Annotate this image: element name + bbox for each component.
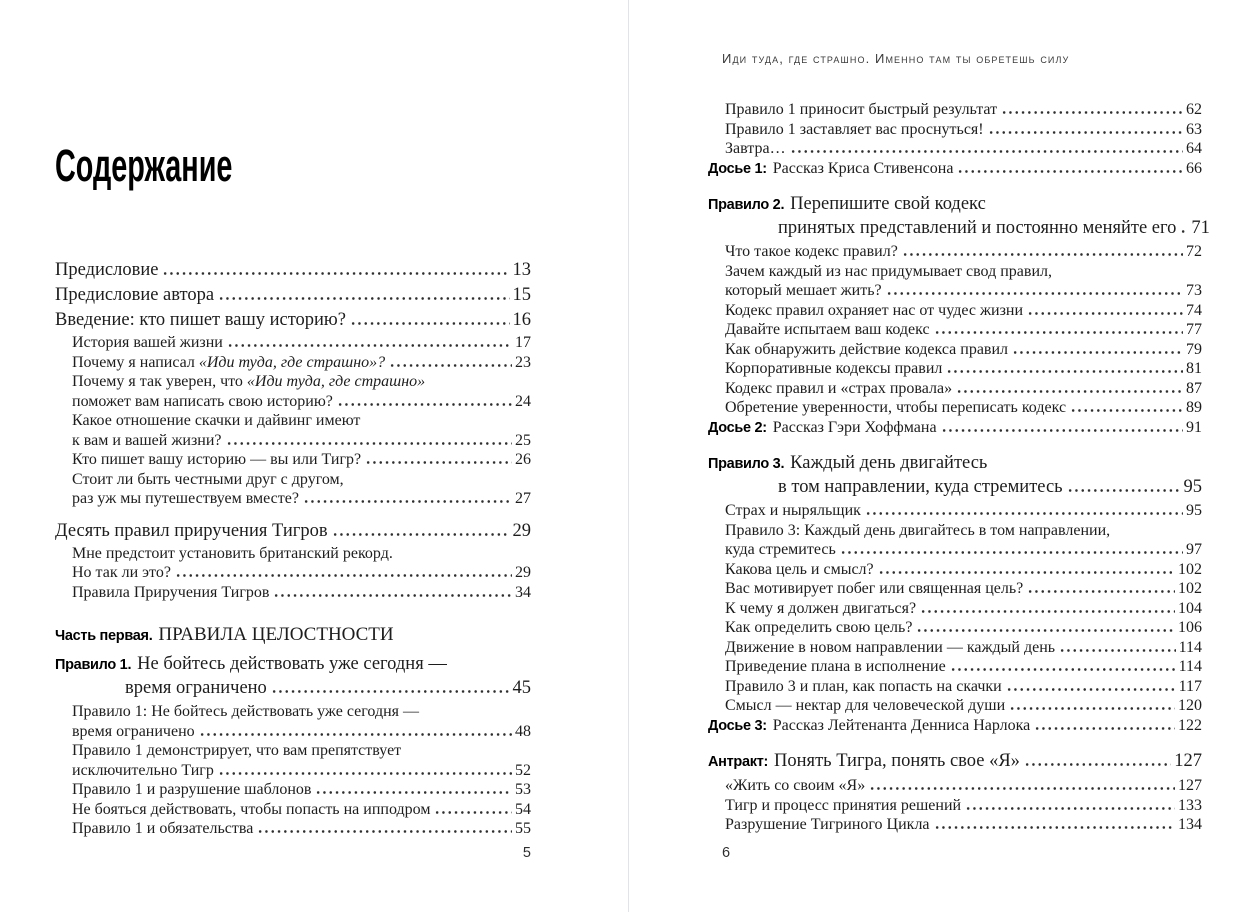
- dot-leader: [337, 403, 512, 406]
- toc-entry: [725, 677, 1202, 697]
- toc-entry-line: [708, 750, 1202, 774]
- toc-entry: [72, 780, 531, 800]
- toc-entry-line: [725, 776, 1202, 796]
- entry-text: Зачем каждый из нас придумывает свод правил,: [725, 262, 1052, 280]
- entry-text: Правила Приручения Тигров: [72, 583, 270, 601]
- page-ref: 16: [512, 310, 531, 330]
- page-ref: 24: [515, 392, 531, 410]
- entry-text: Предисловие автора: [55, 285, 215, 305]
- entry-text: Правило 1 и обязательства: [72, 820, 254, 837]
- dot-leader: [886, 292, 1183, 295]
- dot-leader: [840, 551, 1183, 554]
- toc-entry-line: [725, 521, 1202, 541]
- toc-entry-line: [725, 262, 1202, 282]
- page-ref: 34: [515, 583, 531, 601]
- entry-text: Правило 3: Каждый день двигайтесь в том направлении,: [725, 521, 1111, 539]
- toc-entry-line: [725, 139, 1202, 159]
- dot-leader: [271, 690, 510, 693]
- dot-leader: [934, 826, 1175, 829]
- page-ref: 62: [1186, 101, 1202, 118]
- page-ref: 77: [1186, 321, 1202, 338]
- toc-entry-line: [708, 418, 1202, 439]
- entry-label: Правило 1.: [55, 657, 132, 673]
- dot-leader: [1012, 351, 1183, 354]
- toc-entry-line: [72, 800, 531, 820]
- entry-label: Антракт:: [708, 754, 769, 770]
- toc-entry: [72, 372, 531, 411]
- toc-entry-line: [708, 159, 1202, 180]
- entry-text: Но так ли это?: [72, 564, 171, 581]
- page-ref: 55: [515, 820, 531, 837]
- toc-entry-line: [72, 470, 531, 490]
- page-ref: 25: [515, 431, 531, 449]
- toc-entry: [725, 521, 1202, 560]
- dot-leader: [965, 807, 1175, 810]
- page-ref: 120: [1178, 697, 1202, 714]
- entry-text: Как обнаружить действие кодекса правил: [725, 340, 1009, 358]
- toc-entry: [72, 544, 531, 583]
- entry-text: Смысл — нектар для человеческой души: [725, 697, 1006, 714]
- page-ref: 89: [1186, 399, 1202, 416]
- entry-text: в том направлении, куда стремитесь: [778, 477, 1063, 497]
- toc-entry-line: [55, 622, 531, 649]
- toc-entry-line: [55, 653, 531, 677]
- toc-entry: [725, 599, 1202, 619]
- toc-entry-line: [725, 120, 1202, 140]
- toc-entry: [725, 796, 1202, 816]
- toc-entry-line: [72, 780, 531, 800]
- toc-entry-line: [725, 501, 1202, 521]
- dot-leader: [1067, 489, 1181, 492]
- toc-list-right: [708, 100, 1210, 835]
- toc-entry-line: [725, 599, 1202, 619]
- toc-entry: [55, 653, 531, 700]
- entry-text: Понять Тигра, понять свое «Я»: [774, 751, 1020, 771]
- entry-text: Приведение плана в исполнение: [725, 658, 946, 675]
- toc-entry: [55, 622, 531, 649]
- dot-leader: [1070, 409, 1183, 412]
- dot-leader: [350, 322, 510, 325]
- toc-entry: [725, 398, 1202, 418]
- toc-entry-line: [725, 618, 1202, 638]
- dot-leader: [865, 512, 1183, 515]
- page-ref: 134: [1178, 816, 1202, 833]
- toc-entry-line: [708, 452, 1202, 476]
- toc-entry-line: [725, 242, 1202, 262]
- page-ref: 106: [1178, 619, 1202, 636]
- toc-entry: [725, 657, 1202, 677]
- dot-leader: [916, 629, 1175, 632]
- toc-entry: [708, 159, 1202, 180]
- page-ref: 74: [1186, 301, 1202, 319]
- entry-text: Не бойтесь действовать уже сегодня —: [137, 654, 447, 674]
- page-ref: 133: [1178, 796, 1202, 814]
- dot-leader: [1024, 763, 1171, 766]
- entry-text: Какова цель и смысл?: [725, 560, 874, 578]
- entry-text: Правило 1: Не бойтесь действовать уже сегодня —: [72, 703, 420, 720]
- dot-leader: [434, 811, 512, 814]
- page-ref: 63: [1186, 120, 1202, 138]
- page-ref: 97: [1186, 541, 1202, 558]
- dot-leader: [1180, 230, 1188, 233]
- toc-entry: [725, 340, 1202, 360]
- toc-entry: [55, 519, 531, 544]
- toc-entry-line: [708, 193, 1202, 217]
- entry-text: Правило 3 и план, как попасть на скачки: [725, 677, 1002, 695]
- page-number-right: 6: [722, 845, 731, 861]
- dot-leader: [946, 370, 1183, 373]
- page-ref: 45: [512, 678, 531, 698]
- toc-entry-line: [708, 217, 1210, 240]
- entry-text: Мне предстоит установить британский рекорд.: [72, 544, 393, 562]
- toc-entry-line: [708, 716, 1202, 737]
- entry-text: Что такое кодекс правил?: [725, 243, 898, 260]
- dot-leader: [988, 131, 1183, 134]
- page-ref: 71: [1191, 218, 1210, 238]
- toc-entry: [725, 579, 1202, 599]
- page-ref: 87: [1186, 379, 1202, 397]
- page-ref: 104: [1178, 599, 1202, 617]
- toc-entry-line: [708, 476, 1202, 499]
- dot-leader: [920, 610, 1175, 613]
- page-ref: 26: [515, 451, 531, 468]
- dot-leader: [315, 791, 512, 794]
- dot-leader: [227, 344, 512, 347]
- toc-entry: [725, 776, 1202, 796]
- entry-text: Кодекс правил охраняет нас от чудес жизни: [725, 301, 1024, 319]
- page-ref: 29: [512, 520, 531, 541]
- page-ref: 127: [1174, 751, 1202, 771]
- dot-leader: [226, 442, 513, 445]
- toc-entry-line: [725, 696, 1202, 716]
- entry-text: Почему я написал: [72, 353, 199, 371]
- entry-text: который мешает жить?: [725, 282, 882, 299]
- page-ref: 23: [515, 353, 531, 371]
- toc-entry-line: [72, 450, 531, 470]
- dot-leader: [956, 390, 1183, 393]
- page-ref: 91: [1186, 418, 1202, 436]
- entry-text: Правило 1 заставляет вас проснуться!: [725, 120, 984, 138]
- toc-entry-line: [725, 579, 1202, 599]
- dot-leader: [957, 170, 1183, 173]
- page-ref: 48: [515, 722, 531, 740]
- toc-entry-line: [725, 677, 1202, 697]
- dot-leader: [934, 331, 1183, 334]
- toc-entry: [72, 450, 531, 470]
- dot-leader: [1027, 312, 1183, 315]
- page-ref: 73: [1186, 282, 1202, 299]
- toc-entry: [72, 819, 531, 839]
- toc-entry: [725, 262, 1202, 301]
- toc-entry: [708, 452, 1202, 499]
- entry-text: Движение в новом направлении — каждый день: [725, 638, 1056, 656]
- entry-text: Перепишите свой кодекс: [790, 194, 986, 214]
- toc-entry-line: [725, 340, 1202, 360]
- entry-text: Десять правил приручения Тигров: [55, 520, 328, 541]
- dot-leader: [175, 574, 512, 577]
- page-ref: 114: [1178, 658, 1202, 675]
- dot-leader: [218, 297, 509, 300]
- entry-text: Разрушение Тигриного Цикла: [725, 816, 930, 833]
- toc-entry: [72, 470, 531, 509]
- toc-entry: [708, 193, 1210, 240]
- entry-text: «Иди туда, где страшно»: [246, 373, 426, 390]
- page-ref: 52: [515, 761, 531, 779]
- toc-list-left: [55, 258, 531, 839]
- toc-entry-line: [55, 308, 531, 333]
- dot-leader: [902, 253, 1183, 256]
- toc-entry-line: [72, 544, 531, 564]
- page-ref: 13: [512, 260, 531, 280]
- dot-leader: [199, 733, 512, 736]
- toc-entry-line: [72, 353, 531, 373]
- dot-leader: [389, 364, 512, 367]
- dot-leader: [1006, 688, 1176, 691]
- toc-entry-line: [72, 722, 531, 742]
- page-ref: 15: [512, 285, 531, 305]
- toc-entry: [725, 560, 1202, 580]
- toc-entry: [72, 702, 531, 741]
- dot-leader: [1009, 707, 1175, 710]
- page-ref: 79: [1186, 340, 1202, 358]
- page-ref: 17: [515, 334, 531, 351]
- toc-entry: [72, 411, 531, 450]
- entry-text: Какое отношение скачки и дайвинг имеют: [72, 412, 361, 429]
- entry-text: К чему я должен двигаться?: [725, 599, 917, 617]
- page-ref: 72: [1186, 243, 1202, 260]
- page-number-left: 5: [522, 845, 531, 861]
- entry-text: Правило 1 приносит быстрый результат: [725, 101, 998, 118]
- entry-text: Правило 1 и разрушение шаблонов: [72, 781, 312, 798]
- entry-text: «Жить со своим «Я»: [725, 777, 866, 794]
- page-ref: 117: [1178, 677, 1202, 695]
- page-ref: 54: [515, 800, 531, 818]
- entry-text: Страх и ныряльщик: [725, 502, 861, 519]
- toc-entry-line: [725, 281, 1202, 301]
- toc-entry-line: [72, 489, 531, 509]
- entry-label: Правило 2.: [708, 197, 785, 213]
- entry-text: Введение: кто пишет вашу историю?: [55, 310, 346, 330]
- entry-text: Кодекс правил и «страх провала»: [725, 379, 953, 397]
- dot-leader: [218, 772, 512, 775]
- page-ref: 95: [1186, 502, 1202, 519]
- entry-text: исключительно Тигр: [72, 761, 214, 779]
- entry-text: куда стремитесь: [725, 541, 836, 558]
- entry-text: Корпоративные кодексы правил: [725, 360, 943, 377]
- entry-text: поможет вам написать свою историю?: [72, 392, 333, 410]
- dot-leader: [1034, 727, 1175, 730]
- toc-entry-line: [55, 258, 531, 283]
- toc-entry: [72, 333, 531, 353]
- dot-leader: [162, 272, 509, 275]
- page-ref: 114: [1178, 638, 1202, 656]
- entry-label: Досье 1:: [708, 160, 767, 177]
- toc-entry: [55, 283, 531, 308]
- entry-text: Каждый день двигайтесь: [790, 453, 988, 473]
- toc-entry: [708, 418, 1202, 439]
- toc-entry-line: [725, 815, 1202, 835]
- entry-label: Досье 3:: [708, 717, 767, 734]
- toc-entry: [725, 501, 1202, 521]
- toc-entry: [55, 308, 531, 333]
- page-ref: 102: [1178, 580, 1202, 597]
- toc-entry: [72, 741, 531, 780]
- toc-entry: [708, 750, 1202, 774]
- toc-entry-line: [72, 411, 531, 431]
- toc-entry-line: [725, 379, 1202, 399]
- dot-leader: [878, 571, 1175, 574]
- entry-text: Как определить свою цель?: [725, 619, 913, 636]
- entry-label: Правило 3.: [708, 456, 785, 472]
- dot-leader: [1001, 111, 1183, 114]
- toc-entry-line: [725, 638, 1202, 658]
- dot-leader: [273, 594, 512, 597]
- toc-entry-line: [55, 519, 531, 544]
- toc-entry-line: [725, 796, 1202, 816]
- page-ref: 127: [1178, 777, 1202, 794]
- page-ref: 102: [1178, 560, 1202, 578]
- toc-entry: [725, 301, 1202, 321]
- toc-entry: [72, 800, 531, 820]
- dot-leader: [257, 830, 512, 833]
- toc-entry-line: [72, 431, 531, 451]
- page-ref: 64: [1186, 140, 1202, 157]
- dot-leader: [1059, 649, 1176, 652]
- entry-text: Предисловие: [55, 260, 159, 280]
- toc-entry: [725, 638, 1202, 658]
- entry-text: Рассказ Криса Стивенсона: [772, 159, 954, 177]
- entry-text: Завтра…: [725, 140, 786, 157]
- dot-leader: [1027, 590, 1175, 593]
- entry-text: «Иди туда, где страшно»?: [198, 353, 386, 371]
- entry-text: Обретение уверенности, чтобы переписать кодекс: [725, 399, 1067, 416]
- toc-entry: [725, 139, 1202, 159]
- page-ref: 81: [1186, 360, 1202, 377]
- dot-leader: [365, 461, 512, 464]
- dot-leader: [869, 787, 1175, 790]
- toc-entry-line: [72, 761, 531, 781]
- running-header: Иди туда, где страшно. Именно там ты обретешь силу: [722, 51, 1070, 66]
- entry-text: ПРАВИЛА ЦЕЛОСТНОСТИ: [158, 624, 394, 645]
- entry-text: Не бояться действовать, чтобы попасть на ипподром: [72, 800, 431, 818]
- entry-text: Вас мотивирует побег или священная цель?: [725, 580, 1024, 597]
- entry-text: Рассказ Гэри Хоффмана: [772, 418, 937, 436]
- page-ref: 29: [515, 564, 531, 581]
- toc-entry-line: [725, 301, 1202, 321]
- toc-entry-line: [725, 320, 1202, 340]
- toc-entry: [55, 258, 531, 283]
- entry-label: Часть первая.: [55, 628, 153, 644]
- page-gutter-divider: [628, 0, 629, 912]
- toc-entry-line: [72, 372, 531, 392]
- dot-leader: [332, 533, 510, 536]
- page-ref: 122: [1178, 716, 1202, 734]
- left-page: [55, 0, 531, 839]
- entry-text: к вам и вашей жизни?: [72, 431, 222, 449]
- toc-entry: [725, 379, 1202, 399]
- toc-entry-line: [72, 583, 531, 603]
- dot-leader: [790, 150, 1183, 153]
- toc-entry-line: [72, 563, 531, 583]
- entry-text: принятых представлений и постоянно меняйте его: [778, 218, 1177, 238]
- toc-entry: [708, 716, 1202, 737]
- page-ref: 27: [515, 490, 531, 507]
- toc-entry-line: [55, 677, 531, 700]
- toc-entry-line: [725, 359, 1202, 379]
- toc-entry: [72, 583, 531, 603]
- toc-entry: [725, 696, 1202, 716]
- entry-text: Кто пишет вашу историю — вы или Тигр?: [72, 451, 362, 468]
- dot-leader: [303, 500, 512, 503]
- toc-entry-line: [725, 100, 1202, 120]
- entry-text: время ограничено: [125, 678, 267, 698]
- toc-entry: [725, 359, 1202, 379]
- dot-leader: [950, 668, 1176, 671]
- entry-text: Давайте испытаем ваш кодекс: [725, 321, 930, 338]
- entry-text: Стоит ли быть честными друг с другом,: [72, 470, 344, 488]
- toc-entry-line: [72, 392, 531, 412]
- toc-entry: [72, 353, 531, 373]
- toc-entry-line: [725, 560, 1202, 580]
- entry-text: Рассказ Лейтенанта Денниса Нарлока: [772, 716, 1031, 734]
- toc-entry-line: [72, 333, 531, 353]
- toc-entry: [725, 100, 1202, 120]
- toc-entry: [725, 120, 1202, 140]
- entry-text: время ограничено: [72, 722, 195, 740]
- toc-entry-line: [55, 283, 531, 308]
- right-page: [708, 0, 1210, 835]
- entry-text: раз уж мы путешествуем вместе?: [72, 490, 299, 507]
- toc-entry: [725, 618, 1202, 638]
- toc-entry-line: [72, 819, 531, 839]
- toc-entry: [725, 815, 1202, 835]
- toc-entry-line: [72, 702, 531, 722]
- toc-entry-line: [725, 657, 1202, 677]
- entry-text: Почему я так уверен, что: [72, 373, 247, 390]
- entry-text: Правило 1 демонстрирует, что вам препятствует: [72, 742, 402, 759]
- page-ref: 66: [1186, 159, 1202, 177]
- entry-label: Досье 2:: [708, 419, 767, 436]
- toc-entry-line: [725, 398, 1202, 418]
- entry-text: История вашей жизни: [72, 334, 223, 351]
- toc-entry: [725, 242, 1202, 262]
- contents-title: Содержание: [55, 140, 233, 191]
- toc-entry-line: [72, 741, 531, 761]
- toc-entry-line: [725, 540, 1202, 560]
- page-ref: 95: [1183, 477, 1202, 497]
- page-ref: 53: [515, 781, 531, 798]
- entry-text: Тигр и процесс принятия решений: [725, 796, 962, 814]
- toc-entry: [725, 320, 1202, 340]
- dot-leader: [941, 429, 1183, 432]
